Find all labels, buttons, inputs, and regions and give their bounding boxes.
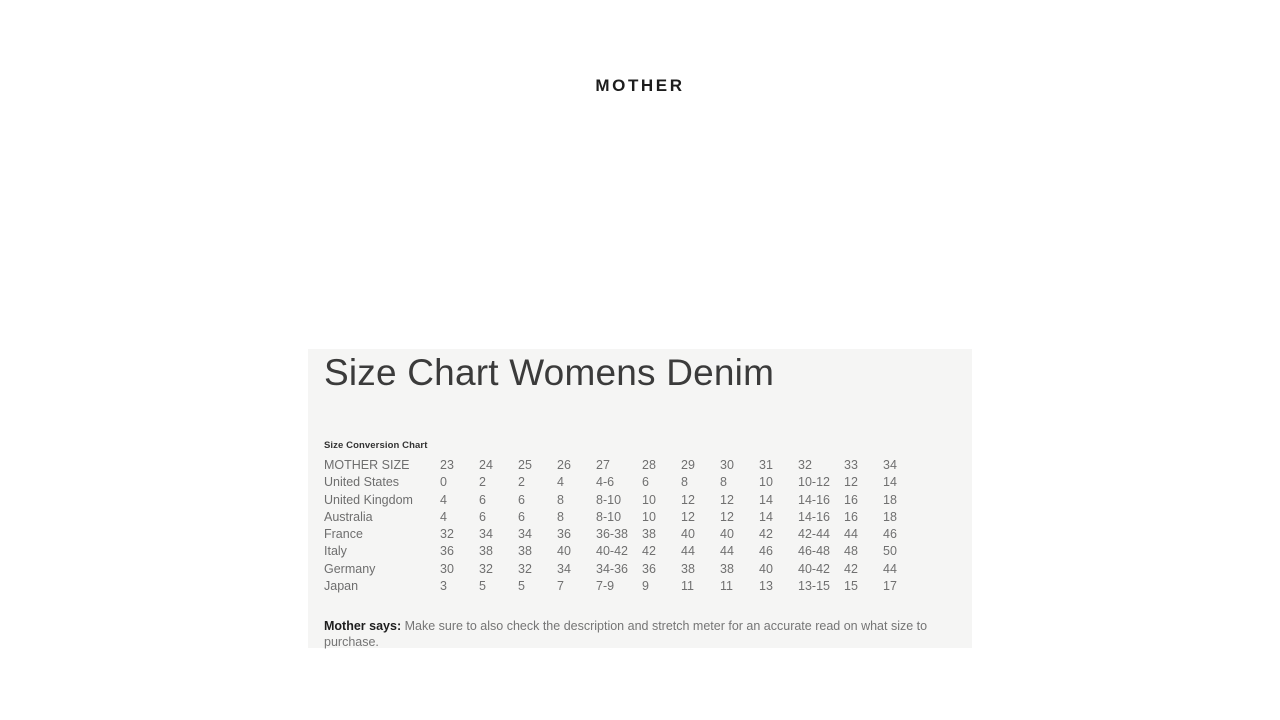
- size-cell: 4: [440, 492, 447, 507]
- size-conversion-table: [324, 457, 956, 595]
- size-cell: 34: [479, 527, 493, 542]
- size-cell: 5: [479, 579, 486, 594]
- size-cell: 44: [681, 544, 695, 559]
- size-cell: 12: [844, 475, 858, 490]
- size-cell: 9: [642, 579, 649, 594]
- size-cell: 40: [759, 561, 773, 576]
- size-cell: 32: [440, 527, 454, 542]
- size-cell: 36: [557, 527, 571, 542]
- size-cell: 8: [681, 475, 688, 490]
- size-cell: 46: [883, 527, 897, 542]
- size-cell: 12: [681, 492, 695, 507]
- note-label: Mother says:: [324, 619, 402, 634]
- table-row: [324, 509, 956, 526]
- table-row: [324, 526, 956, 543]
- page-title: Size Chart Womens Denim: [324, 352, 775, 393]
- size-cell: 4: [440, 509, 447, 524]
- row-label: Japan: [324, 579, 359, 594]
- size-cell: 8: [720, 475, 727, 490]
- size-cell: 44: [720, 544, 734, 559]
- size-cell: 40-42: [596, 544, 628, 559]
- size-cell: 7-9: [596, 579, 615, 594]
- row-label: Italy: [324, 544, 347, 559]
- size-cell: 29: [681, 458, 695, 472]
- table-heading: Size Conversion Chart: [324, 440, 428, 451]
- size-cell: 36-38: [596, 527, 628, 542]
- size-cell: 0: [440, 475, 447, 490]
- table-row: [324, 543, 956, 560]
- table-row: [324, 474, 956, 491]
- size-cell: 32: [798, 458, 812, 472]
- size-cell: 24: [479, 458, 493, 472]
- size-cell: 18: [883, 509, 897, 524]
- row-label: MOTHER SIZE: [324, 458, 410, 472]
- size-cell: 6: [518, 492, 525, 507]
- size-cell: 16: [844, 492, 858, 507]
- size-cell: 2: [518, 475, 525, 490]
- size-cell: 28: [642, 458, 656, 472]
- size-cell: 38: [479, 544, 493, 559]
- size-cell: 34: [518, 527, 532, 542]
- size-cell: 46-48: [798, 544, 830, 559]
- size-cell: 18: [883, 492, 897, 507]
- size-cell: 8-10: [596, 492, 622, 507]
- row-label: United States: [324, 475, 400, 490]
- size-cell: 3: [440, 579, 447, 594]
- table-row: [324, 457, 956, 474]
- size-cell: 42-44: [798, 527, 830, 542]
- size-cell: 15: [844, 579, 858, 594]
- size-cell: 50: [883, 544, 897, 559]
- size-cell: 17: [883, 579, 897, 594]
- size-cell: 6: [479, 492, 486, 507]
- site-header: [0, 76, 1280, 96]
- size-cell: 23: [440, 458, 454, 472]
- row-label: United Kingdom: [324, 492, 413, 507]
- size-cell: 40: [681, 527, 695, 542]
- mother-says-note: [324, 618, 956, 650]
- size-cell: 10: [759, 475, 773, 490]
- size-cell: 34: [883, 458, 897, 472]
- size-cell: 38: [720, 561, 734, 576]
- size-cell: 33: [844, 458, 858, 472]
- size-cell: 10: [642, 509, 656, 524]
- size-cell: 42: [759, 527, 773, 542]
- size-cell: 2: [479, 475, 486, 490]
- size-cell: 32: [518, 561, 532, 576]
- row-label: Australia: [324, 509, 373, 524]
- size-cell: 26: [557, 458, 571, 472]
- size-cell: 31: [759, 458, 773, 472]
- size-cell: 40: [720, 527, 734, 542]
- size-cell: 30: [720, 458, 734, 472]
- size-cell: 14: [759, 509, 773, 524]
- size-cell: 44: [844, 527, 858, 542]
- size-cell: 38: [681, 561, 695, 576]
- row-label: France: [324, 527, 363, 542]
- size-cell: 32: [479, 561, 493, 576]
- size-cell: 8: [557, 492, 564, 507]
- size-cell: 13: [759, 579, 773, 594]
- table-row: [324, 561, 956, 578]
- size-cell: 40: [557, 544, 571, 559]
- size-cell: 14: [883, 475, 897, 490]
- size-cell: 11: [681, 579, 694, 594]
- size-cell: 42: [642, 544, 656, 559]
- size-cell: 6: [479, 509, 486, 524]
- size-cell: 38: [518, 544, 532, 559]
- size-cell: 34-36: [596, 561, 628, 576]
- brand-logo[interactable]: MOTHER: [595, 76, 685, 95]
- size-cell: 48: [844, 544, 858, 559]
- size-cell: 12: [720, 492, 734, 507]
- size-cell: 5: [518, 579, 525, 594]
- size-cell: 6: [642, 475, 649, 490]
- size-cell: 38: [642, 527, 656, 542]
- size-cell: 27: [596, 458, 610, 472]
- size-cell: 6: [518, 509, 525, 524]
- size-cell: 14-16: [798, 509, 830, 524]
- table-row: [324, 492, 956, 509]
- size-cell: 36: [642, 561, 656, 576]
- size-cell: 12: [720, 509, 734, 524]
- size-cell: 7: [557, 579, 564, 594]
- size-cell: 4-6: [596, 475, 615, 490]
- size-cell: 8: [557, 509, 564, 524]
- size-cell: 10: [642, 492, 656, 507]
- size-cell: 42: [844, 561, 858, 576]
- size-cell: 40-42: [798, 561, 830, 576]
- size-cell: 11: [720, 579, 733, 594]
- size-cell: 13-15: [798, 579, 830, 594]
- size-cell: 30: [440, 561, 454, 576]
- size-cell: 14-16: [798, 492, 830, 507]
- size-cell: 34: [557, 561, 571, 576]
- size-cell: 16: [844, 509, 858, 524]
- size-cell: 46: [759, 544, 773, 559]
- size-cell: 36: [440, 544, 454, 559]
- size-cell: 14: [759, 492, 773, 507]
- size-cell: 25: [518, 458, 532, 472]
- size-cell: 10-12: [798, 475, 830, 490]
- row-label: Germany: [324, 561, 376, 576]
- table-row: [324, 578, 956, 595]
- size-cell: 8-10: [596, 509, 622, 524]
- size-cell: 12: [681, 509, 695, 524]
- size-chart-panel: [308, 349, 972, 648]
- note-text: Make sure to also check the description and stretch meter for an accurate read on what size to purchase.: [324, 619, 928, 650]
- size-cell: 44: [883, 561, 897, 576]
- size-cell: 4: [557, 475, 564, 490]
